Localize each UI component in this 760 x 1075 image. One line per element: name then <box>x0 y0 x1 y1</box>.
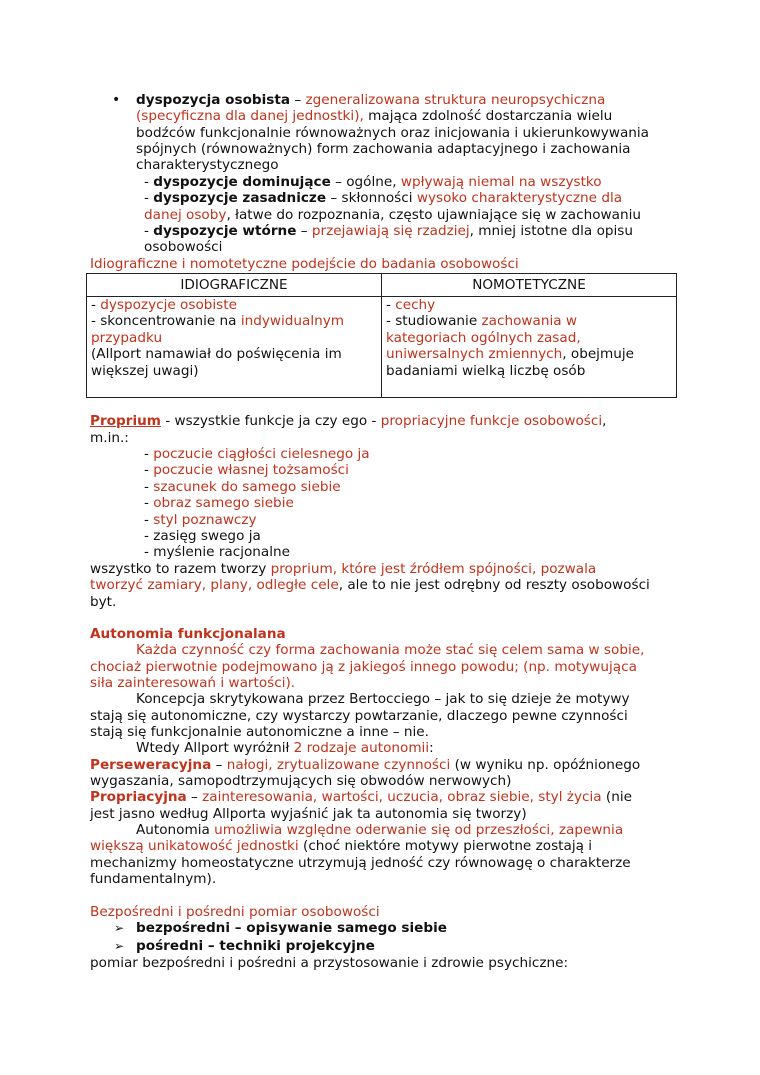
text-red: wysoko charakterystyczne dla <box>416 190 623 206</box>
term-zasadnicze: dyspozycje zasadnicze <box>153 190 327 206</box>
definition-red-2: (specyficzna dla danej jednostki), <box>136 108 364 124</box>
perseweracyjna-line-2: wygaszania, samopodtrzymujących się obwodów nerwowych) <box>90 773 512 789</box>
dash-prefix: - <box>144 511 154 528</box>
dash: – <box>186 789 203 805</box>
autonomia-p2-l3: stają się funkcjonalnie autonomiczne a inne – nie. <box>90 724 429 740</box>
cell-nomotetyczne <box>382 297 677 398</box>
term-dyspozycja-osobista: dyspozycja osobista <box>136 92 291 108</box>
list-item-text: poczucie ciągłości cielesnego ja <box>153 446 370 462</box>
text-red: proprium, które jest źródłem spójności, pozwala <box>270 561 597 577</box>
text-red: przypadku <box>91 329 163 346</box>
text: badaniami wielką liczbę osób <box>386 362 586 379</box>
list-item <box>144 544 290 560</box>
text-red: zainteresowania, wartości, uczucia, obraz siebie, styl życia <box>202 789 602 805</box>
text: , <box>602 413 607 429</box>
dyspozycje-wtorne-cont: osobowości <box>144 239 223 255</box>
text: (choć niektóre motywy pierwotne zostają i <box>298 838 593 854</box>
proprium-line-2: m.in.: <box>90 430 129 446</box>
text-red: indywidualnym <box>240 313 345 330</box>
text-red: większą unikatowość jednostki <box>90 838 299 854</box>
list-item <box>144 479 341 495</box>
dyspozycje-wtorne <box>144 223 633 239</box>
dash: – <box>290 92 306 108</box>
dyspozycja-line-1 <box>136 92 605 108</box>
dash-prefix: - <box>144 462 154 479</box>
dash-prefix: - <box>144 495 154 512</box>
list-item <box>144 446 370 462</box>
text-red: dyspozycje osobiste <box>100 297 237 313</box>
text: Wtedy Allport wyróżnił <box>136 740 294 756</box>
text-red: danej osoby <box>144 207 227 223</box>
dash-prefix: - <box>144 478 154 495</box>
text-red: zachowania w <box>481 313 577 330</box>
autonomia-p2-l2: stają się autonomiczne, czy wystarczy powtarzanie, dlaczego pewne czynności <box>90 708 628 724</box>
text: – skłonności <box>326 190 417 206</box>
proprium-line-1 <box>90 413 606 429</box>
col-idiograficzne-header: IDIOGRAFICZNE <box>87 274 382 297</box>
text: - skoncentrowanie na <box>91 313 241 330</box>
propriacyjna-line-1 <box>90 789 632 805</box>
term-perseweracyjna: Perseweracyjna <box>90 757 212 773</box>
term-wtorne: dyspozycje wtórne <box>153 223 297 239</box>
bullet-icon: • <box>112 92 121 108</box>
dash-prefix: - <box>144 174 154 190</box>
term-propriacyjna: Propriacyjna <box>90 789 187 805</box>
list-item <box>144 462 349 478</box>
autonomia-p3 <box>136 740 434 756</box>
definition-red: zgeneralizowana struktura neuropsychiczna <box>305 92 606 108</box>
text: , obejmuje <box>562 346 634 363</box>
definition-rest: mająca zdolność dostarczania wielu <box>363 108 613 124</box>
list-item-text: zasięg swego ja <box>153 528 261 544</box>
dyspozycja-line-2 <box>136 108 612 124</box>
autonomia-p1-l3: siła zainteresowań i wartości). <box>90 675 296 691</box>
list-item-text: poczucie własnej tożsamości <box>153 462 349 479</box>
propriacyjna-line-2: jest jasno według Allporta wyjaśnić jak ta autonomia się tworzy) <box>90 806 527 822</box>
col-nomotetyczne-header: NOMOTETYCZNE <box>382 274 677 297</box>
arrow-bullet-icon: ➢ <box>114 921 125 935</box>
dash-prefix: - <box>144 223 154 239</box>
dyspozycja-line-3: bodźców funkcjonalnie równoważnych oraz inicjowania i ukierunkowywania <box>136 125 650 141</box>
term-proprium: Proprium <box>90 413 161 429</box>
text: - studiowanie <box>386 313 482 330</box>
dash-prefix: - <box>144 544 154 561</box>
dash: – <box>211 757 227 773</box>
text-red: nałogi, zrytualizowane czynności <box>226 757 451 773</box>
autonomia-p4-l2 <box>90 838 592 854</box>
autonomia-p1-l2: chociaż pierwotnie podejmowano ją z jakiegoś innego powodu; (np. motywująca <box>90 659 637 675</box>
arrow-bullet-icon: ➢ <box>114 939 125 953</box>
list-item <box>144 528 261 544</box>
list-item-text: myślenie racjonalne <box>153 544 291 561</box>
list-item-text: obraz samego siebie <box>153 495 294 512</box>
text: : <box>429 740 434 756</box>
autonomia-p4-l1 <box>136 822 623 838</box>
cell-idiograficzne <box>87 297 382 398</box>
pomiar-last-line: pomiar bezpośredni i pośredni a przystosowanie i zdrowie psychiczne: <box>90 955 569 971</box>
text-red: przejawiają się rzadziej <box>311 223 470 239</box>
dash-prefix: - <box>386 297 396 313</box>
text: (nie <box>601 789 632 805</box>
text: – ogólne, <box>330 174 401 190</box>
proprium-summary-1 <box>90 561 596 577</box>
text-red: kategoriach ogólnych zasad, <box>386 329 581 346</box>
dyspozycje-dominujace <box>144 174 602 190</box>
text: , ale to nie jest odrębny od reszty osobowości <box>338 577 650 593</box>
comparison-table <box>86 273 677 398</box>
list-item <box>144 512 257 528</box>
pomiar-item-1: bezpośredni – opisywanie samego siebie <box>136 920 448 936</box>
dash-prefix: - <box>144 528 154 544</box>
dash-prefix: - <box>144 190 154 206</box>
text: (Allport namawiał do poświęcenia im <box>91 346 342 363</box>
text: większej uwagi) <box>91 362 199 379</box>
dyspozycje-zasadnicze <box>144 190 622 206</box>
pomiar-heading: Bezpośredni i pośredni pomiar osobowości <box>90 904 380 920</box>
autonomia-p1-l1: Każda czynność czy forma zachowania może stać się celem sama w sobie, <box>136 642 645 658</box>
text: - wszystkie funkcje ja czy ego - <box>160 413 381 429</box>
table-row <box>87 297 677 398</box>
table-caption: Idiograficzne i nomotetyczne podejście do badania osobowości <box>90 256 519 272</box>
text: wszystko to razem tworzy <box>90 561 271 577</box>
list-item-text: styl poznawczy <box>153 511 257 528</box>
pomiar-item-2: pośredni – techniki projekcyjne <box>136 938 375 954</box>
autonomia-p4-l3: mechanizmy homeostatyczne utrzymują jedność czy równowagę o charakterze <box>90 855 631 871</box>
proprium-summary-2 <box>90 577 650 593</box>
text: (w wyniku np. opóźnionego <box>450 757 641 773</box>
list-item-text: szacunek do samego siebie <box>153 478 341 495</box>
dyspozycja-line-4: spójnych (równoważnych) form zachowania adaptacyjnego i zachowania <box>136 141 631 157</box>
autonomia-p2-l1: Koncepcja skrytykowana przez Bertocciego – jak to się dzieje że motywy <box>136 691 630 707</box>
dyspozycje-zasadnicze-cont <box>144 207 641 223</box>
text-red: tworzyć zamiary, plany, odległe cele <box>90 577 339 593</box>
text: , łatwe do rozpoznania, często ujawniające się w zachowaniu <box>226 207 641 223</box>
text-red: wpływają niemal na wszystko <box>400 174 602 190</box>
text-red: cechy <box>395 297 436 313</box>
text-red: umożliwia względne oderwanie się od przeszłości, zapewnia <box>214 822 624 838</box>
text-red: 2 rodzaje autonomii <box>293 740 430 756</box>
list-item <box>144 495 294 511</box>
table-header-row <box>87 274 677 297</box>
text-red: uniwersalnych zmiennych <box>386 346 563 363</box>
autonomia-heading: Autonomia funkcjonalana <box>90 626 286 642</box>
dash-prefix: - <box>144 446 154 462</box>
text-red: propriacyjne funkcje osobowości <box>380 413 603 429</box>
autonomia-p4-l4: fundamentalnym). <box>90 871 217 887</box>
text: Autonomia <box>136 822 215 838</box>
text: – <box>296 223 312 239</box>
proprium-summary-3: byt. <box>90 594 117 610</box>
dash-prefix: - <box>91 297 101 313</box>
text: , mniej istotne dla opisu <box>469 223 634 239</box>
perseweracyjna-line-1 <box>90 757 640 773</box>
term-dominujace: dyspozycje dominujące <box>153 174 331 190</box>
dyspozycja-line-5: charakterystycznego <box>136 157 279 173</box>
